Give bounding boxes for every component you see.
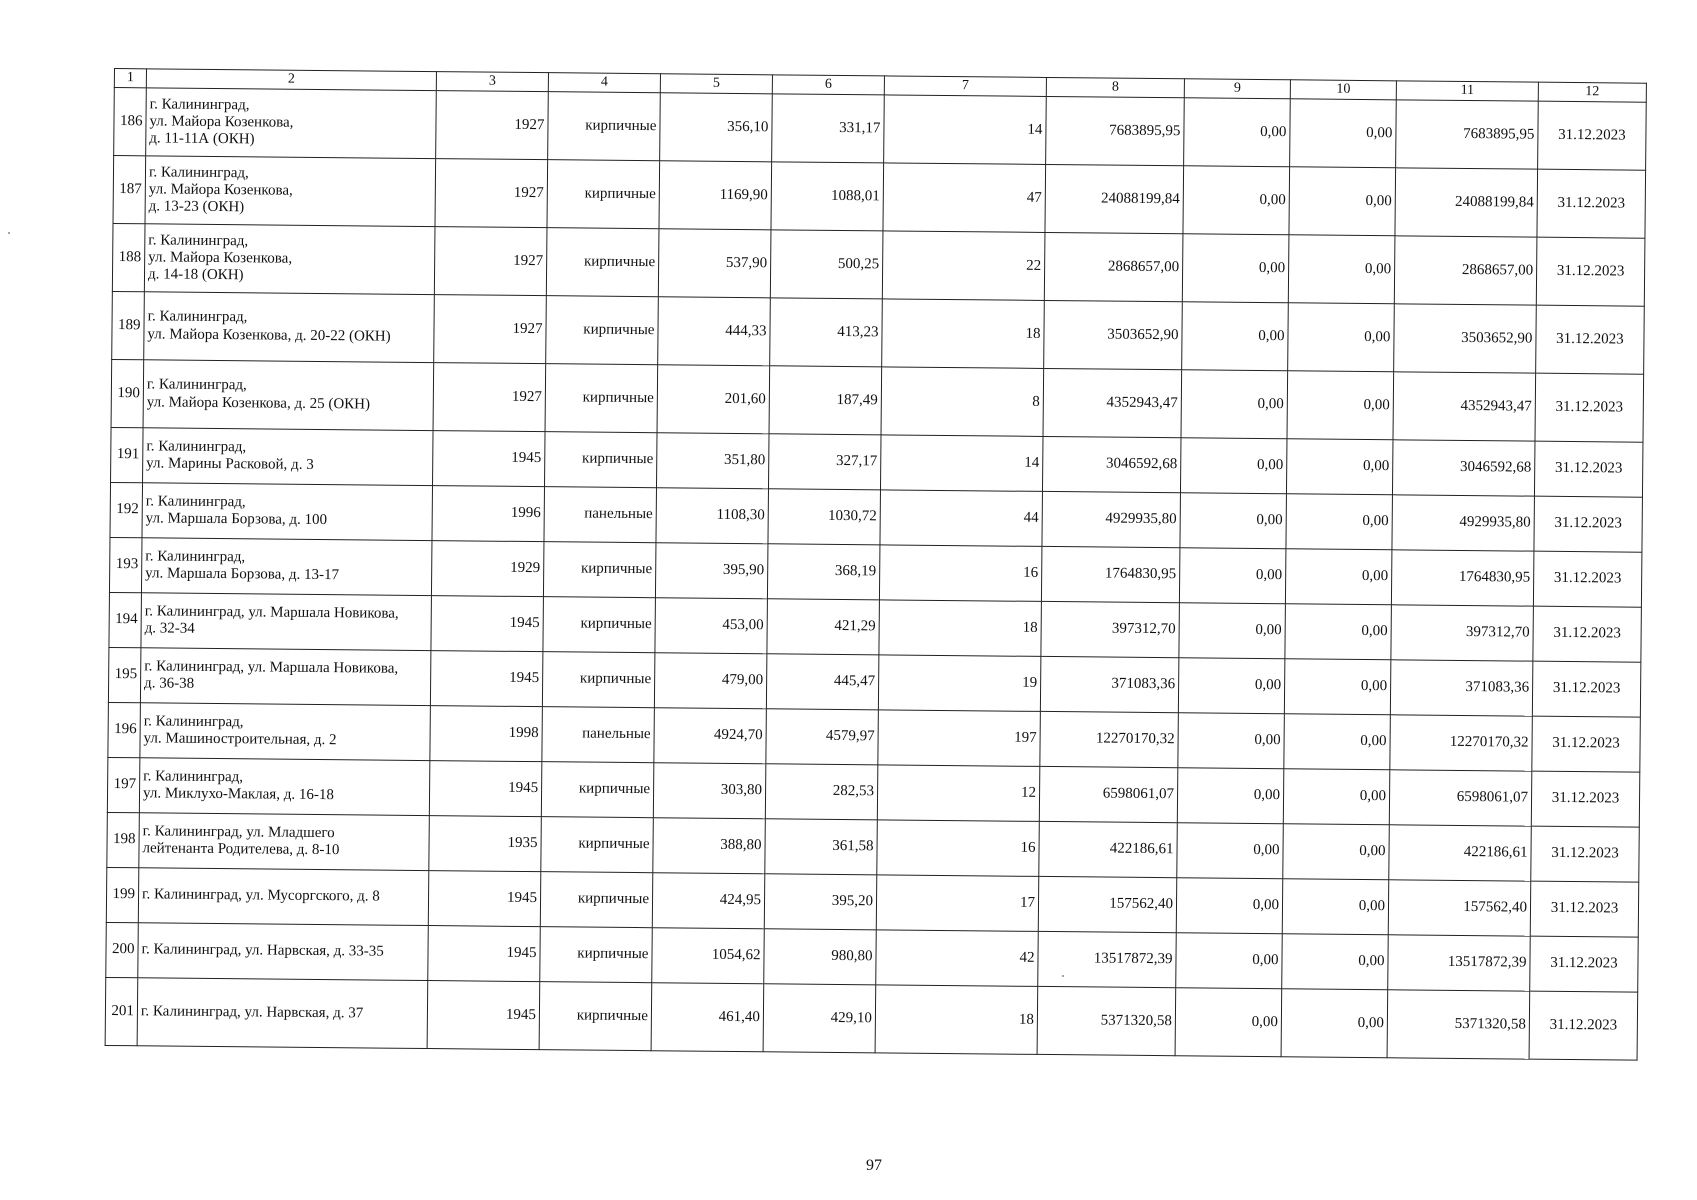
address-cell xyxy=(142,483,433,541)
address-line: г. Калининград, xyxy=(149,95,250,113)
build-year: 1998 xyxy=(430,706,543,762)
total-area: 1169,90 xyxy=(659,161,772,230)
completion-date: 31.12.2023 xyxy=(1534,496,1643,552)
total-area: 453,00 xyxy=(655,598,768,654)
cost-col-10: 0,00 xyxy=(1282,879,1389,935)
residents-count: 47 xyxy=(883,163,1046,233)
cost-col-10: 0,00 xyxy=(1288,235,1395,304)
living-area: 4579,97 xyxy=(766,709,879,765)
address-line: г. Калининград, ул. Маршала Новикова, xyxy=(144,658,399,677)
build-year: 1945 xyxy=(430,651,543,707)
address-line: д. 13-23 (ОКН) xyxy=(148,198,245,216)
cost-col-10: 0,00 xyxy=(1285,604,1392,660)
residents-count: 19 xyxy=(878,655,1041,712)
address-cell xyxy=(146,88,437,159)
cost-col-11: 7683895,95 xyxy=(1396,100,1539,169)
build-year: 1945 xyxy=(429,761,542,817)
build-year: 1945 xyxy=(427,981,540,1050)
living-area: 429,10 xyxy=(763,984,876,1053)
cost-col-9: 0,00 xyxy=(1178,713,1285,769)
wall-material: кирпичные xyxy=(543,597,656,653)
row-number: 186 xyxy=(114,88,147,156)
build-year: 1945 xyxy=(431,596,544,652)
living-area: 282,53 xyxy=(765,764,878,820)
build-year: 1927 xyxy=(433,363,546,432)
cost-col-9: 0,00 xyxy=(1182,234,1289,303)
row-number: 194 xyxy=(109,592,142,647)
col-header-11: 11 xyxy=(1396,81,1538,101)
cost-col-11: 371083,36 xyxy=(1390,660,1533,716)
total-area: 395,90 xyxy=(655,543,768,599)
row-number: 199 xyxy=(106,867,139,922)
total-cost: 4352943,47 xyxy=(1043,368,1182,437)
completion-date: 31.12.2023 xyxy=(1531,826,1640,882)
row-number: 193 xyxy=(109,537,142,592)
cost-col-9: 0,00 xyxy=(1182,302,1289,371)
total-cost: 24088199,84 xyxy=(1045,164,1184,233)
residents-count: 18 xyxy=(882,299,1045,369)
wall-material: кирпичные xyxy=(548,92,661,161)
cost-col-11: 3046592,68 xyxy=(1392,440,1535,496)
address-cell xyxy=(138,923,429,981)
residents-count: 12 xyxy=(877,765,1040,822)
address-cell xyxy=(140,648,431,706)
completion-date: 31.12.2023 xyxy=(1537,169,1646,238)
address-line: г. Калининград, xyxy=(143,713,244,731)
col-header-8: 8 xyxy=(1046,77,1184,97)
col-header-10: 10 xyxy=(1290,80,1396,100)
living-area: 500,25 xyxy=(770,230,883,299)
address-line: ул. Майора Козенкова, xyxy=(148,249,293,267)
total-area: 461,40 xyxy=(651,983,764,1052)
completion-date: 31.12.2023 xyxy=(1529,991,1638,1060)
total-cost: 5371320,58 xyxy=(1037,986,1176,1055)
address-line: д. 11-11А (ОКН) xyxy=(149,130,255,148)
total-area: 479,00 xyxy=(654,653,767,709)
residents-count: 197 xyxy=(878,710,1041,767)
completion-date: 31.12.2023 xyxy=(1531,771,1640,827)
residents-count: 42 xyxy=(876,930,1039,987)
address-line: г. Калининград, ул. Маршала Новикова, xyxy=(144,603,399,622)
row-number: 198 xyxy=(107,812,140,867)
total-cost: 422186,61 xyxy=(1039,821,1178,877)
living-area: 361,58 xyxy=(765,819,878,875)
cost-col-11: 13517872,39 xyxy=(1388,935,1531,991)
cost-col-11: 1764830,95 xyxy=(1391,550,1534,606)
col-header-9: 9 xyxy=(1184,79,1290,99)
cost-col-10: 0,00 xyxy=(1284,714,1391,770)
wall-material: кирпичные xyxy=(540,927,653,983)
address-cell xyxy=(141,538,432,596)
total-area: 303,80 xyxy=(653,763,766,819)
cost-col-9: 0,00 xyxy=(1181,370,1288,439)
wall-material: панельные xyxy=(542,707,655,763)
cost-col-10: 0,00 xyxy=(1285,549,1392,605)
completion-date: 31.12.2023 xyxy=(1530,936,1639,992)
cost-col-10: 0,00 xyxy=(1287,371,1394,440)
build-year: 1927 xyxy=(434,295,547,364)
row-number: 189 xyxy=(112,291,145,359)
row-number: 187 xyxy=(113,156,146,224)
wall-material: кирпичные xyxy=(546,296,659,365)
address-cell xyxy=(141,593,432,651)
cost-col-9: 0,00 xyxy=(1175,988,1282,1057)
total-cost: 3046592,68 xyxy=(1042,436,1181,492)
residents-count: 22 xyxy=(882,231,1045,301)
living-area: 395,20 xyxy=(764,874,877,930)
total-cost: 397312,70 xyxy=(1041,601,1180,657)
col-header-3: 3 xyxy=(436,72,548,92)
total-area: 424,95 xyxy=(652,873,765,929)
address-line: г. Калининград, xyxy=(145,548,246,566)
wall-material: кирпичные xyxy=(539,982,652,1051)
address-cell xyxy=(138,868,429,926)
total-cost: 1764830,95 xyxy=(1041,546,1180,602)
cost-col-11: 24088199,84 xyxy=(1395,168,1538,237)
address-line: г. Калининград, xyxy=(145,493,246,511)
cost-col-10: 0,00 xyxy=(1283,769,1390,825)
address-line: г. Калининград, ул. Младшего xyxy=(142,823,335,841)
cost-col-9: 0,00 xyxy=(1179,548,1286,604)
build-year: 1927 xyxy=(436,91,549,160)
address-line: г. Калининград, xyxy=(143,768,244,786)
row-number: 201 xyxy=(105,977,138,1045)
cost-col-10: 0,00 xyxy=(1290,99,1397,168)
cost-col-10: 0,00 xyxy=(1286,439,1393,495)
completion-date: 31.12.2023 xyxy=(1532,716,1641,772)
total-area: 444,33 xyxy=(658,297,771,366)
total-cost: 4929935,80 xyxy=(1042,491,1181,547)
cost-col-11: 397312,70 xyxy=(1391,605,1534,661)
col-header-2: 2 xyxy=(146,69,436,91)
living-area: 331,17 xyxy=(772,94,885,163)
address-line: ул. Марины Расковой, д. 3 xyxy=(146,455,314,473)
address-cell xyxy=(145,156,436,227)
cost-col-10: 0,00 xyxy=(1282,934,1389,990)
residents-count: 16 xyxy=(877,820,1040,877)
row-number: 197 xyxy=(107,757,140,812)
residents-count: 18 xyxy=(879,600,1042,657)
address-cell xyxy=(139,758,430,816)
address-cell xyxy=(143,428,434,486)
cost-col-10: 0,00 xyxy=(1288,303,1395,372)
completion-date: 31.12.2023 xyxy=(1530,881,1639,937)
completion-date: 31.12.2023 xyxy=(1536,237,1645,306)
col-header-6: 6 xyxy=(772,75,884,95)
total-area: 4924,70 xyxy=(654,708,767,764)
cost-col-10: 0,00 xyxy=(1286,494,1393,550)
cost-col-9: 0,00 xyxy=(1179,603,1286,659)
cost-col-11: 5371320,58 xyxy=(1387,990,1530,1059)
living-area: 187,49 xyxy=(769,366,882,435)
build-year: 1945 xyxy=(433,431,546,487)
address-cell xyxy=(137,978,428,1049)
row-number: 195 xyxy=(108,647,141,702)
build-year: 1929 xyxy=(431,541,544,597)
wall-material: панельные xyxy=(544,487,657,543)
address-line: г. Калининград, xyxy=(148,163,249,181)
residents-count: 44 xyxy=(880,490,1043,547)
scan-speck xyxy=(8,232,10,234)
total-cost: 6598061,07 xyxy=(1039,766,1178,822)
address-line: ул. Миклухо-Маклая, д. 16-18 xyxy=(142,785,334,804)
address-line: ул. Майора Козенкова, д. 20-22 (ОКН) xyxy=(147,325,391,345)
total-area: 1108,30 xyxy=(656,488,769,544)
cost-col-10: 0,00 xyxy=(1284,659,1391,715)
table-body xyxy=(105,88,1646,1061)
address-line: ул. Майора Козенкова, xyxy=(149,113,294,131)
cost-col-11: 12270170,32 xyxy=(1390,715,1533,771)
residents-count: 14 xyxy=(884,95,1047,165)
cost-col-10: 0,00 xyxy=(1283,824,1390,880)
total-cost: 157562,40 xyxy=(1038,876,1177,932)
document-sheet xyxy=(105,68,1646,1061)
cost-col-9: 0,00 xyxy=(1183,166,1290,235)
row-number: 188 xyxy=(112,223,145,291)
wall-material: кирпичные xyxy=(547,160,660,229)
total-cost: 371083,36 xyxy=(1040,656,1179,712)
address-cell xyxy=(139,813,430,871)
total-cost: 3503652,90 xyxy=(1044,300,1183,369)
cost-col-9: 0,00 xyxy=(1177,768,1284,824)
wall-material: кирпичные xyxy=(546,228,659,297)
cost-col-9: 0,00 xyxy=(1180,493,1287,549)
cost-col-9: 0,00 xyxy=(1177,823,1284,879)
cost-col-11: 4352943,47 xyxy=(1393,372,1536,441)
total-area: 356,10 xyxy=(660,93,773,162)
address-cell xyxy=(140,703,431,761)
completion-date: 31.12.2023 xyxy=(1533,606,1642,662)
total-cost: 2868657,00 xyxy=(1044,232,1183,301)
address-line: г. Калининград, ул. Мусоргского, д. 8 xyxy=(141,886,380,905)
total-cost: 13517872,39 xyxy=(1038,931,1177,987)
total-area: 351,80 xyxy=(656,433,769,489)
row-number: 191 xyxy=(111,427,144,482)
total-area: 537,90 xyxy=(658,229,771,298)
cost-col-11: 422186,61 xyxy=(1389,825,1532,881)
wall-material: кирпичные xyxy=(541,762,654,818)
living-area: 445,47 xyxy=(766,654,879,710)
wall-material: кирпичные xyxy=(543,542,656,598)
cost-col-11: 3503652,90 xyxy=(1394,304,1537,373)
residents-count: 8 xyxy=(881,367,1044,437)
housing-table xyxy=(105,68,1647,1061)
address-line: д. 32-34 xyxy=(144,620,195,637)
address-cell xyxy=(144,224,435,295)
completion-date: 31.12.2023 xyxy=(1534,441,1643,497)
total-area: 1054,62 xyxy=(652,928,765,984)
col-header-1: 1 xyxy=(114,69,146,88)
living-area: 1088,01 xyxy=(771,162,884,231)
address-line: ул. Машиностроительная, д. 2 xyxy=(143,730,337,749)
living-area: 327,17 xyxy=(768,434,881,490)
page-number: 97 xyxy=(866,1157,882,1174)
wall-material: кирпичные xyxy=(541,817,654,873)
cost-col-11: 2868657,00 xyxy=(1394,236,1537,305)
build-year: 1927 xyxy=(435,159,548,228)
address-line: ул. Маршала Борзова, д. 100 xyxy=(145,510,328,529)
completion-date: 31.12.2023 xyxy=(1535,373,1644,442)
completion-date: 31.12.2023 xyxy=(1536,305,1645,374)
cost-col-10: 0,00 xyxy=(1281,989,1388,1058)
address-line: г. Калининград, ул. Нарвская, д. 37 xyxy=(140,1003,364,1022)
address-line: г. Калининград, xyxy=(147,308,248,326)
cost-col-9: 0,00 xyxy=(1176,933,1283,989)
row-number: 200 xyxy=(106,922,139,977)
col-header-12: 12 xyxy=(1538,82,1646,102)
col-header-4: 4 xyxy=(548,73,660,93)
address-line: ул. Маршала Борзова, д. 13-17 xyxy=(145,565,340,584)
completion-date: 31.12.2023 xyxy=(1533,551,1642,607)
cost-col-11: 157562,40 xyxy=(1388,880,1531,936)
cost-col-11: 4929935,80 xyxy=(1392,495,1535,551)
residents-count: 16 xyxy=(879,545,1042,602)
row-number: 190 xyxy=(111,359,144,427)
table-row xyxy=(105,977,1638,1060)
wall-material: кирпичные xyxy=(545,364,658,433)
cost-col-10: 0,00 xyxy=(1289,167,1396,236)
total-cost: 7683895,95 xyxy=(1046,96,1185,165)
residents-count: 17 xyxy=(876,875,1039,932)
build-year: 1945 xyxy=(428,926,541,982)
address-line: д. 14-18 (ОКН) xyxy=(147,266,244,284)
residents-count: 14 xyxy=(880,435,1043,492)
address-line: д. 36-38 xyxy=(144,675,195,692)
col-header-7: 7 xyxy=(884,76,1046,97)
total-area: 201,60 xyxy=(657,365,770,434)
address-line: г. Калининград, xyxy=(146,438,247,456)
living-area: 413,23 xyxy=(770,298,883,367)
completion-date: 31.12.2023 xyxy=(1532,661,1641,717)
address-line: г. Калининград, ул. Нарвская, д. 33-35 xyxy=(141,941,384,961)
living-area: 368,19 xyxy=(767,544,880,600)
address-cell xyxy=(144,292,435,363)
cost-col-11: 6598061,07 xyxy=(1389,770,1532,826)
scan-speck xyxy=(1062,975,1064,977)
address-line: ул. Майора Козенкова, д. 25 (ОКН) xyxy=(146,393,371,412)
cost-col-9: 0,00 xyxy=(1176,878,1283,934)
living-area: 1030,72 xyxy=(768,489,881,545)
cost-col-9: 0,00 xyxy=(1184,98,1291,167)
address-line: лейтенанта Родителева, д. 8-10 xyxy=(142,840,340,859)
row-number: 192 xyxy=(110,482,143,537)
address-line: ул. Майора Козенкова, xyxy=(148,181,293,199)
cost-col-9: 0,00 xyxy=(1180,438,1287,494)
build-year: 1935 xyxy=(429,816,542,872)
total-area: 388,80 xyxy=(653,818,766,874)
living-area: 421,29 xyxy=(767,599,880,655)
wall-material: кирпичные xyxy=(540,872,653,928)
total-cost: 12270170,32 xyxy=(1040,711,1179,767)
residents-count: 18 xyxy=(875,985,1038,1055)
address-line: г. Калининград, xyxy=(146,376,247,394)
address-cell xyxy=(143,360,434,431)
completion-date: 31.12.2023 xyxy=(1538,101,1647,170)
wall-material: кирпичные xyxy=(542,652,655,708)
address-line: г. Калининград, xyxy=(148,231,249,249)
wall-material: кирпичные xyxy=(545,432,658,488)
row-number: 196 xyxy=(108,702,141,757)
build-year: 1996 xyxy=(432,486,545,542)
build-year: 1927 xyxy=(434,227,547,296)
build-year: 1945 xyxy=(428,871,541,927)
col-header-5: 5 xyxy=(660,74,772,94)
living-area: 980,80 xyxy=(764,929,877,985)
cost-col-9: 0,00 xyxy=(1178,658,1285,714)
